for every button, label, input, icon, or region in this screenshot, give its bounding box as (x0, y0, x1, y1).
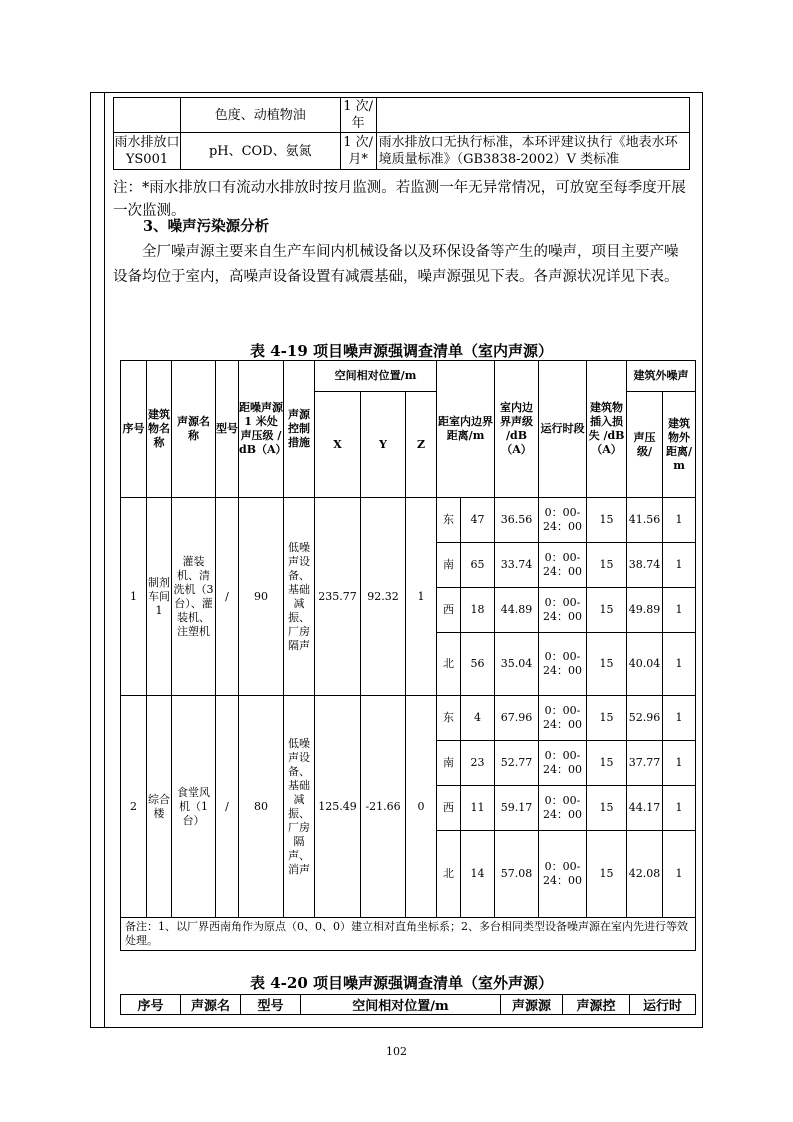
cell-period: 0：00-24：00 (539, 696, 587, 741)
cell-loss: 15 (587, 588, 627, 633)
cell-outside-distance: 1 (663, 741, 696, 786)
table-row (114, 133, 690, 170)
col-period: 运行时段 (539, 361, 587, 498)
cell-direction: 西 (437, 786, 461, 831)
cell-outside-distance: 1 (663, 543, 696, 588)
col-x: X (315, 392, 361, 498)
col-outside-level: 声压级/ (627, 392, 663, 498)
cell-loss: 15 (587, 696, 627, 741)
cell-building: 综合楼 (147, 696, 172, 918)
cell-loss: 15 (587, 786, 627, 831)
note-text: 注：*雨水排放口有流动水排放时按月监测。若监测一年无异常情况，可放宽至每季度开展一次监测。 (113, 180, 686, 219)
cell-model: / (216, 696, 239, 918)
cell-distance: 65 (461, 543, 495, 588)
cell-loss: 15 (587, 831, 627, 918)
table-header-row (121, 995, 696, 1015)
col-z: Z (406, 392, 437, 498)
cell-building: 制剂车间 1 (147, 498, 172, 696)
col-source-control: 声源控 (563, 995, 630, 1015)
cell-outside-level: 52.96 (627, 696, 663, 741)
cell-distance: 4 (461, 696, 495, 741)
cell-period: 0：00-24：00 (539, 741, 587, 786)
cell-x: 235.77 (315, 498, 361, 696)
col-seq: 序号 (121, 361, 147, 498)
cell-distance: 14 (461, 831, 495, 918)
monitor-item: 色度、动植物油 (180, 98, 340, 133)
cell-indoor-level: 33.74 (495, 543, 539, 588)
monitor-point: 雨水排放口 YS001 (114, 133, 181, 170)
cell-period: 0：00-24：00 (539, 786, 587, 831)
cell-level: 80 (239, 696, 284, 918)
monitoring-table (113, 97, 690, 170)
cell-indoor-level: 35.04 (495, 633, 539, 696)
cell-distance: 47 (461, 498, 495, 543)
col-outside-noise: 建筑外噪声 (627, 361, 696, 392)
col-building: 建筑物名称 (147, 361, 172, 498)
col-indoor-level: 室内边界声级 /dB（A） (495, 361, 539, 498)
cell-direction: 东 (437, 696, 461, 741)
cell-indoor-level: 59.17 (495, 786, 539, 831)
monitor-frequency: 1 次/年 (340, 98, 376, 133)
page-number: 102 (386, 1045, 407, 1058)
monitor-frequency: 1 次/月* (340, 133, 376, 170)
cell-outside-distance: 1 (663, 588, 696, 633)
monitor-standard (376, 98, 689, 133)
cell-indoor-level: 44.89 (495, 588, 539, 633)
cell-direction: 北 (437, 633, 461, 696)
cell-x: 125.49 (315, 696, 361, 918)
cell-loss: 15 (587, 498, 627, 543)
body-paragraph: 全厂噪声源主要来自生产车间内机械设备以及环保设备等产生的噪声，项目主要产噪设备均位于室内，高噪声设备设置有减震基础，噪声源强见下表。各声源状况详见下表。 (113, 244, 679, 285)
cell-period: 0：00-24：00 (539, 588, 587, 633)
cell-direction: 东 (437, 498, 461, 543)
col-operating-time: 运行时 (630, 995, 696, 1015)
left-margin-strip (91, 93, 105, 1027)
cell-direction: 北 (437, 831, 461, 918)
cell-outside-level: 44.17 (627, 786, 663, 831)
cell-distance: 11 (461, 786, 495, 831)
cell-period: 0：00-24：00 (539, 633, 587, 696)
col-source-name: 声源名 (181, 995, 241, 1015)
table-note-row (121, 918, 696, 951)
cell-outside-level: 40.04 (627, 633, 663, 696)
cell-control: 低噪声设备、基础减振、厂房隔声 (284, 498, 315, 696)
col-outside-distance: 建筑物外距离/m (663, 392, 696, 498)
col-distance: 距室内边界距离/m (437, 361, 495, 498)
cell-level: 90 (239, 498, 284, 696)
table-4-20-title: 表 4-20 项目噪声源强调查清单（室外声源） (250, 974, 553, 992)
cell-period: 0：00-24：00 (539, 543, 587, 588)
col-control: 声源控制措施 (284, 361, 315, 498)
cell-outside-level: 41.56 (627, 498, 663, 543)
cell-indoor-level: 52.77 (495, 741, 539, 786)
cell-direction: 西 (437, 588, 461, 633)
cell-period: 0：00-24：00 (539, 498, 587, 543)
cell-outside-distance: 1 (663, 786, 696, 831)
table-row (121, 696, 696, 741)
col-source: 声源名称 (172, 361, 216, 498)
cell-outside-level: 38.74 (627, 543, 663, 588)
cell-y: 92.32 (361, 498, 406, 696)
col-seq: 序号 (121, 995, 181, 1015)
cell-loss: 15 (587, 633, 627, 696)
cell-loss: 15 (587, 741, 627, 786)
section-heading: 3、噪声污染源分析 (143, 218, 270, 235)
table-note: 备注：1、以厂界西南角作为原点（0、0、0）建立相对直角坐标系；2、多台相同类型设备噪声源在室内先进行等效处理。 (121, 918, 696, 951)
cell-control: 低噪声设备、基础减振、厂房隔声、消声 (284, 696, 315, 918)
cell-outside-level: 37.77 (627, 741, 663, 786)
col-position: 空间相对位置/m (301, 995, 501, 1015)
cell-distance: 18 (461, 588, 495, 633)
indoor-noise-table (120, 360, 696, 951)
cell-y: -21.66 (361, 696, 406, 918)
cell-outside-distance: 1 (663, 633, 696, 696)
cell-seq: 2 (121, 696, 147, 918)
cell-source: 灌装机、清洗机（3台）、灌装机、注塑机 (172, 498, 216, 696)
outdoor-noise-table (120, 994, 696, 1015)
cell-indoor-level: 67.96 (495, 696, 539, 741)
monitor-standard: 雨水排放口无执行标准，本环评建议执行《地表水环境质量标准》（GB3838-2002）V 类标准 (376, 133, 689, 170)
table-row (121, 498, 696, 543)
cell-outside-level: 42.08 (627, 831, 663, 918)
cell-outside-level: 49.89 (627, 588, 663, 633)
col-level-1m: 距噪声源 1 米处声压级 /dB（A） (239, 361, 284, 498)
cell-period: 0：00-24：00 (539, 831, 587, 918)
col-insertion-loss: 建筑物插入损失 /dB（A） (587, 361, 627, 498)
cell-z: 0 (406, 696, 437, 918)
cell-model: / (216, 498, 239, 696)
cell-indoor-level: 36.56 (495, 498, 539, 543)
cell-outside-distance: 1 (663, 696, 696, 741)
cell-distance: 23 (461, 741, 495, 786)
col-source-strength: 声源源 (501, 995, 563, 1015)
cell-direction: 南 (437, 741, 461, 786)
table-row (114, 98, 690, 133)
cell-indoor-level: 57.08 (495, 831, 539, 918)
col-position: 空间相对位置/m (315, 361, 437, 392)
col-y: Y (361, 392, 406, 498)
cell-distance: 56 (461, 633, 495, 696)
table-4-19-title: 表 4-19 项目噪声源强调查清单（室内声源） (250, 342, 553, 360)
cell-outside-distance: 1 (663, 831, 696, 918)
cell-direction: 南 (437, 543, 461, 588)
cell-z: 1 (406, 498, 437, 696)
monitor-point (114, 98, 181, 133)
monitor-item: pH、COD、氨氮 (180, 133, 340, 170)
col-model: 型号 (216, 361, 239, 498)
cell-outside-distance: 1 (663, 498, 696, 543)
table-header-row (121, 361, 696, 392)
cell-loss: 15 (587, 543, 627, 588)
col-model: 型号 (241, 995, 301, 1015)
cell-seq: 1 (121, 498, 147, 696)
cell-source: 食堂风机（1台） (172, 696, 216, 918)
